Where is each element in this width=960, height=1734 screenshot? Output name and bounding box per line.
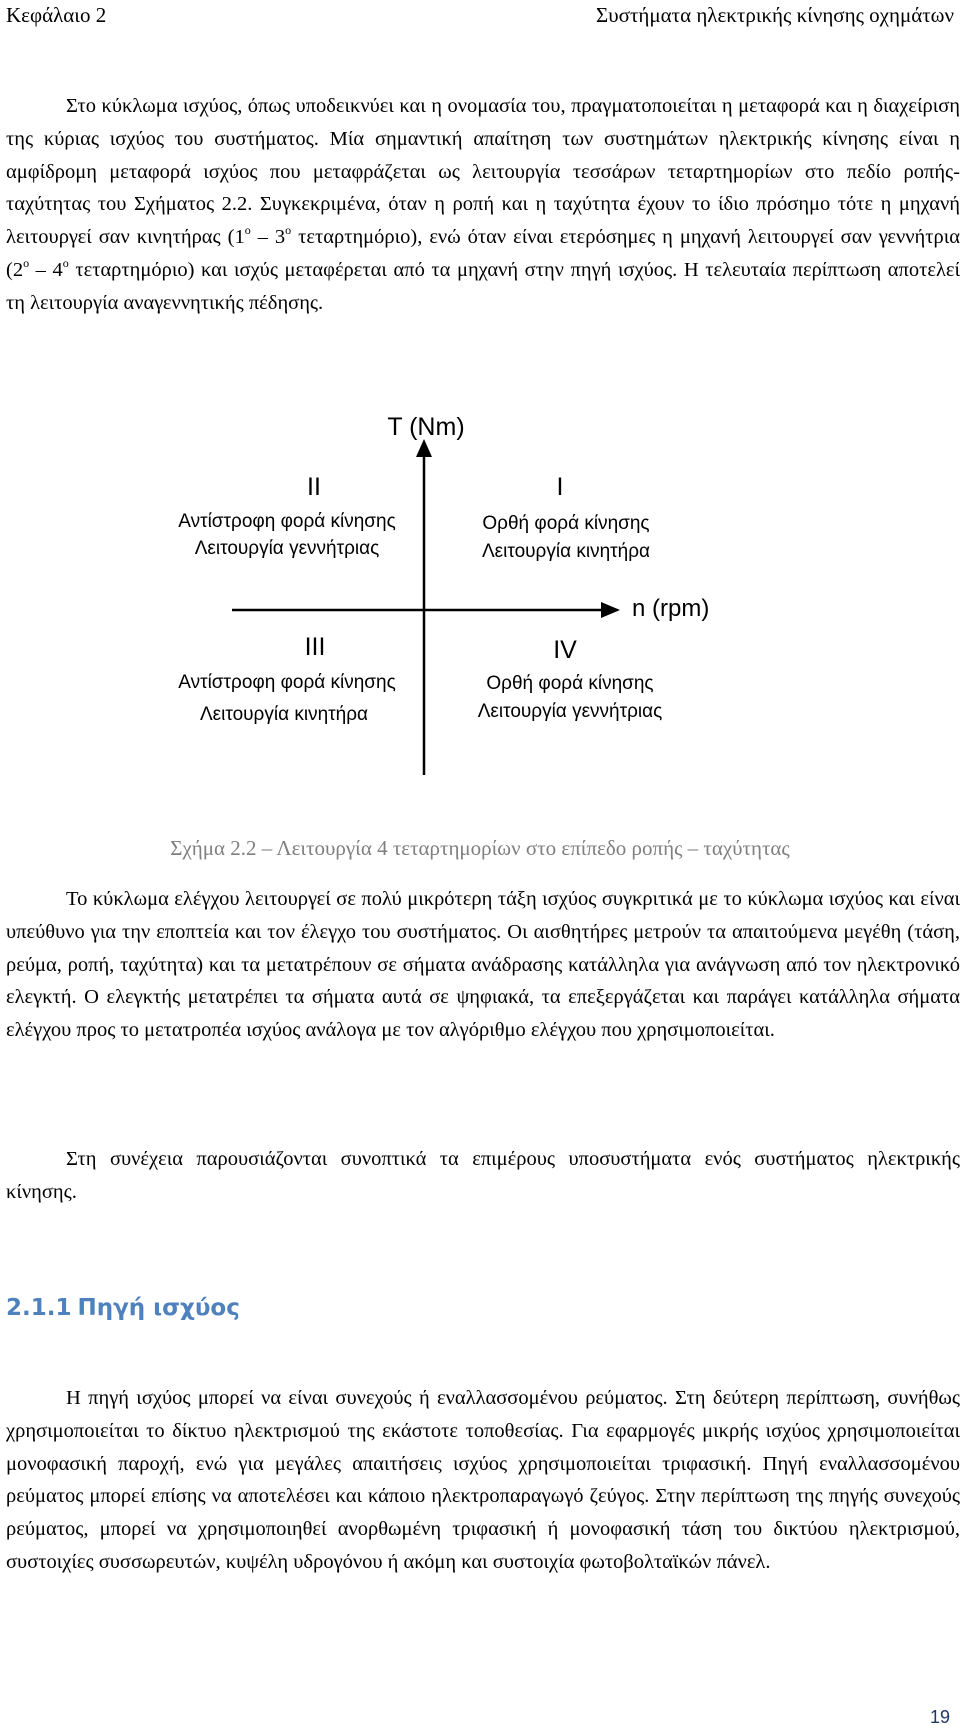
superscript: ο xyxy=(62,255,69,270)
superscript: ο xyxy=(244,223,251,238)
speed-axis-label: n (rpm) xyxy=(632,595,710,622)
paragraph-control-circuit xyxy=(6,883,960,1047)
quadrant-iv-mode: Λειτουργία γεννήτριας xyxy=(477,701,663,722)
superscript: ο xyxy=(23,255,30,270)
paragraph-text: – 3 xyxy=(250,226,286,249)
paragraph-text: Το κύκλωμα ελέγχου λειτουργεί σε πολύ μικρότερη τάξη ισχύος συγκριτικά με το κύκλωμα ισχύος και είναι υπεύθυνο για την εποπτεία και τον έλεγχο του συστήματος. Οι αισθητήρες μετρούν τα απαιτούμενα μεγέθη (τάση, ρεύμα, ροπή, ταχύτητα) και τα μετατρέπουν σε σήματα ανάδρασης κατάλληλα για ανάγνωση από τον ηλεκτρονικό ελεγκτή. Ο ελεγκτής μετατρέπει τα σήματα αυτά σε ψηφιακά, τα επεξεργάζεται και παράγει κατάλληλα σήματα ελέγχου προς το μετατροπέα ισχύος ανάλογα με τον αλγόριθμο ελέγχου που χρησιμοποιείται. xyxy=(6,888,960,1042)
paragraph-text: Στο κύκλωμα ισχύος, όπως υποδεικνύει και η ονομασία του, πραγματοποιείται η μεταφορά και η διαχείριση της κύριας ισχύος του συστήματος. Μία σημαντική απαίτηση των συστημάτων ηλεκτρικής κίνησης είναι η αμφίδρομη μεταφορά ισχύος που μεταφράζεται ως λειτουργία τεσσάρων τεταρτημορίων στο πεδίο ροπής-ταχύτητας του Σχήματος 2.2. Συγκεκριμένα, όταν η ροπή και η ταχύτητα έχουν το ίδιο πρόσημο τότε η μηχανή λειτουργεί σαν κινητήρας (1 xyxy=(6,95,960,249)
figure-caption: Σχήμα 2.2 – Λειτουργία 4 τεταρτημορίων στο επίπεδο ροπής – ταχύτητας xyxy=(170,836,790,860)
paragraph-text: Η πηγή ισχύος μπορεί να είναι συνεχούς ή εναλλασσομένου ρεύματος. Στη δεύτερη περίπτωση, συνήθως χρησιμοποιείται το δίκτυο ηλεκτρισμού της εκάστοτε τοποθεσίας. Για εφαρμογές μικρής ισχύος χρησιμοποιείται μονοφασική παροχή, ενώ για μεγάλες απαιτήσεις ισχύος χρησιμοποιείται τριφασική. Πηγή εναλλασσομένου ρεύματος μπορεί επίσης να αποτελέσει και κάποιο ηλεκτροπαραγωγό ζεύγος. Στην περίπτωση της πηγής συνεχούς ρεύματος, μπορεί να χρησιμοποιηθεί ανορθωμένη τριφασική ή μονοφασική τάση του δικτύου ηλεκτρισμού, συστοιχίες συσσωρευτών, κυψέλη υδρογόνου ή ακόμη και συστοιχία φωτοβολταϊκών πάνελ. xyxy=(6,1387,960,1573)
quadrant-i-numeral: I xyxy=(556,473,564,501)
superscript: ο xyxy=(285,223,292,238)
torque-axis-arrow-icon xyxy=(416,439,432,457)
speed-axis-arrow-icon xyxy=(601,602,620,618)
page-number: 19 xyxy=(929,1707,950,1727)
quadrant-ii-direction: Αντίστροφη φορά κίνησης xyxy=(178,511,396,532)
paragraph-text: τεταρτημόριο), ενώ όταν είναι ετερόσημες η μηχανή λειτουργεί σαν γεννήτρια (2 xyxy=(6,226,960,281)
section-number: 2.1.1 xyxy=(6,1295,72,1321)
section-heading xyxy=(6,1290,240,1326)
paragraph-power-source xyxy=(6,1382,960,1579)
paragraph-power-circuit xyxy=(6,90,960,320)
paragraph-text: – 4 xyxy=(29,258,63,281)
quadrant-i-direction: Ορθή φορά κίνησης xyxy=(482,513,650,534)
quadrant-iv-direction: Ορθή φορά κίνησης xyxy=(486,673,654,694)
quadrant-iv-numeral: IV xyxy=(553,636,577,664)
torque-axis-label: T (Nm) xyxy=(387,413,465,441)
paragraph-subsystems xyxy=(6,1143,960,1209)
chapter-title-header: Συστήματα ηλεκτρικής κίνησης οχημάτων xyxy=(596,3,954,27)
quadrant-ii-mode: Λειτουργία γεννήτριας xyxy=(194,538,380,559)
paragraph-text: Στη συνέχεια παρουσιάζονται συνοπτικά τα επιμέρους υποσυστήματα ενός συστήματος ηλεκτρικής κίνησης. xyxy=(6,1148,960,1203)
four-quadrant-diagram xyxy=(0,395,960,795)
quadrant-ii-numeral: II xyxy=(307,473,321,501)
quadrant-iii-direction: Αντίστροφη φορά κίνησης xyxy=(178,672,396,693)
quadrant-iii-numeral: III xyxy=(304,633,326,661)
quadrant-i-mode: Λειτουργία κινητήρα xyxy=(481,541,651,562)
section-title: Πηγή ισχύος xyxy=(77,1295,240,1321)
diagram-svg xyxy=(0,395,960,795)
quadrant-iii-mode: Λειτουργία κινητήρα xyxy=(199,704,369,725)
chapter-header: Κεφάλαιο 2 xyxy=(6,3,107,27)
paragraph-text: τεταρτημόριο) και ισχύς μεταφέρεται από τα μηχανή στην πηγή ισχύος. Η τελευταία περίπτωση αποτελεί τη λειτουργία αναγεννητικής πέδησης. xyxy=(6,258,960,314)
